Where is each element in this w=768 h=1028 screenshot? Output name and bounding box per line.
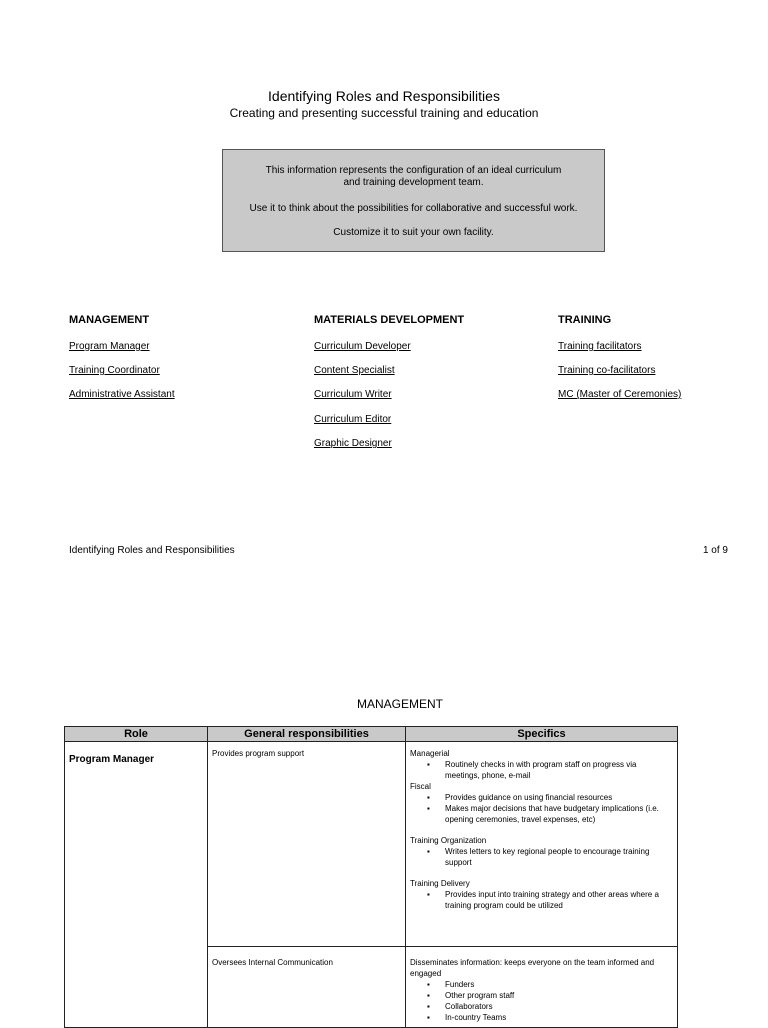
link-mc[interactable]: MC (Master of Ceremonies) <box>558 389 682 400</box>
link-content-specialist[interactable]: Content Specialist <box>314 365 395 376</box>
page-subtitle: Creating and presenting successful training and education <box>229 106 539 120</box>
spec-fiscal <box>410 781 673 825</box>
page-number: 1 of 9 <box>702 545 728 556</box>
info-line-4: Customize it to suit your own facility. <box>333 227 494 238</box>
list-item: ▪ Other program staff <box>445 990 673 1001</box>
list-item: ▪ Makes major decisions that have budgetary implications (i.e. opening ceremonies, travel expenses, etc) <box>445 803 673 825</box>
spec-communication <box>410 957 673 1023</box>
spec-label: Fiscal <box>410 782 431 791</box>
list-item: ▪ Funders <box>445 979 673 990</box>
spec-label: Training Organization <box>410 836 487 845</box>
header-general: General responsibilities <box>208 727 406 742</box>
spec-training-delivery <box>410 878 673 911</box>
training-heading: TRAINING <box>558 314 612 326</box>
list-item: ▪ Provides input into training strategy and other areas where a training program could be utilized <box>445 889 673 911</box>
roles-table <box>64 726 678 1028</box>
management-section-heading: MANAGEMENT <box>356 697 443 711</box>
specifics-cell <box>406 742 678 947</box>
link-program-manager[interactable]: Program Manager <box>69 341 150 352</box>
link-curriculum-editor[interactable]: Curriculum Editor <box>314 414 392 425</box>
link-graphic-designer[interactable]: Graphic Designer <box>314 438 392 449</box>
list-item: ▪ Collaborators <box>445 1001 673 1012</box>
spec-intro: Disseminates information: keeps everyone on the team informed and engaged <box>410 958 655 978</box>
info-box <box>222 149 605 252</box>
info-line-3: Use it to think about the possibilities for collaborative and successful work. <box>249 203 578 214</box>
spec-label: Training Delivery <box>410 879 470 888</box>
table-header-row <box>65 727 678 742</box>
link-administrative-assistant[interactable]: Administrative Assistant <box>69 389 175 400</box>
list-item: ▪ Routinely checks in with program staff on progress via meetings, phone, e-mail <box>445 759 673 781</box>
info-line-2: and training development team. <box>343 177 484 188</box>
footer-title: Identifying Roles and Responsibilities <box>69 545 235 556</box>
management-heading: MANAGEMENT <box>69 314 150 326</box>
link-training-co-facilitators[interactable]: Training co-facilitators <box>558 365 656 376</box>
info-line-1: This information represents the configuration of an ideal curriculum <box>265 165 562 176</box>
link-training-facilitators[interactable]: Training facilitators <box>558 341 642 352</box>
general-cell: Oversees Internal Communication <box>208 947 406 1028</box>
link-curriculum-writer[interactable]: Curriculum Writer <box>314 389 392 400</box>
materials-heading: MATERIALS DEVELOPMENT <box>314 314 465 326</box>
link-training-coordinator[interactable]: Training Coordinator <box>69 365 160 376</box>
page-title: Identifying Roles and Responsibilities <box>268 88 500 104</box>
general-cell: Provides program support <box>208 742 406 947</box>
specifics-cell <box>406 947 678 1028</box>
list-item: ▪ Provides guidance on using financial resources <box>445 792 673 803</box>
header-specifics: Specifics <box>406 727 678 742</box>
table-row <box>65 742 678 947</box>
spec-label: Managerial <box>410 749 450 758</box>
header-role: Role <box>65 727 208 742</box>
role-cell: Program Manager <box>65 742 208 1028</box>
spec-managerial <box>410 748 673 781</box>
spec-training-organization <box>410 835 673 868</box>
link-curriculum-developer[interactable]: Curriculum Developer <box>314 341 411 352</box>
list-item: ▪ In-country Teams <box>445 1012 673 1023</box>
list-item: ▪ Writes letters to key regional people to encourage training support <box>445 846 673 868</box>
